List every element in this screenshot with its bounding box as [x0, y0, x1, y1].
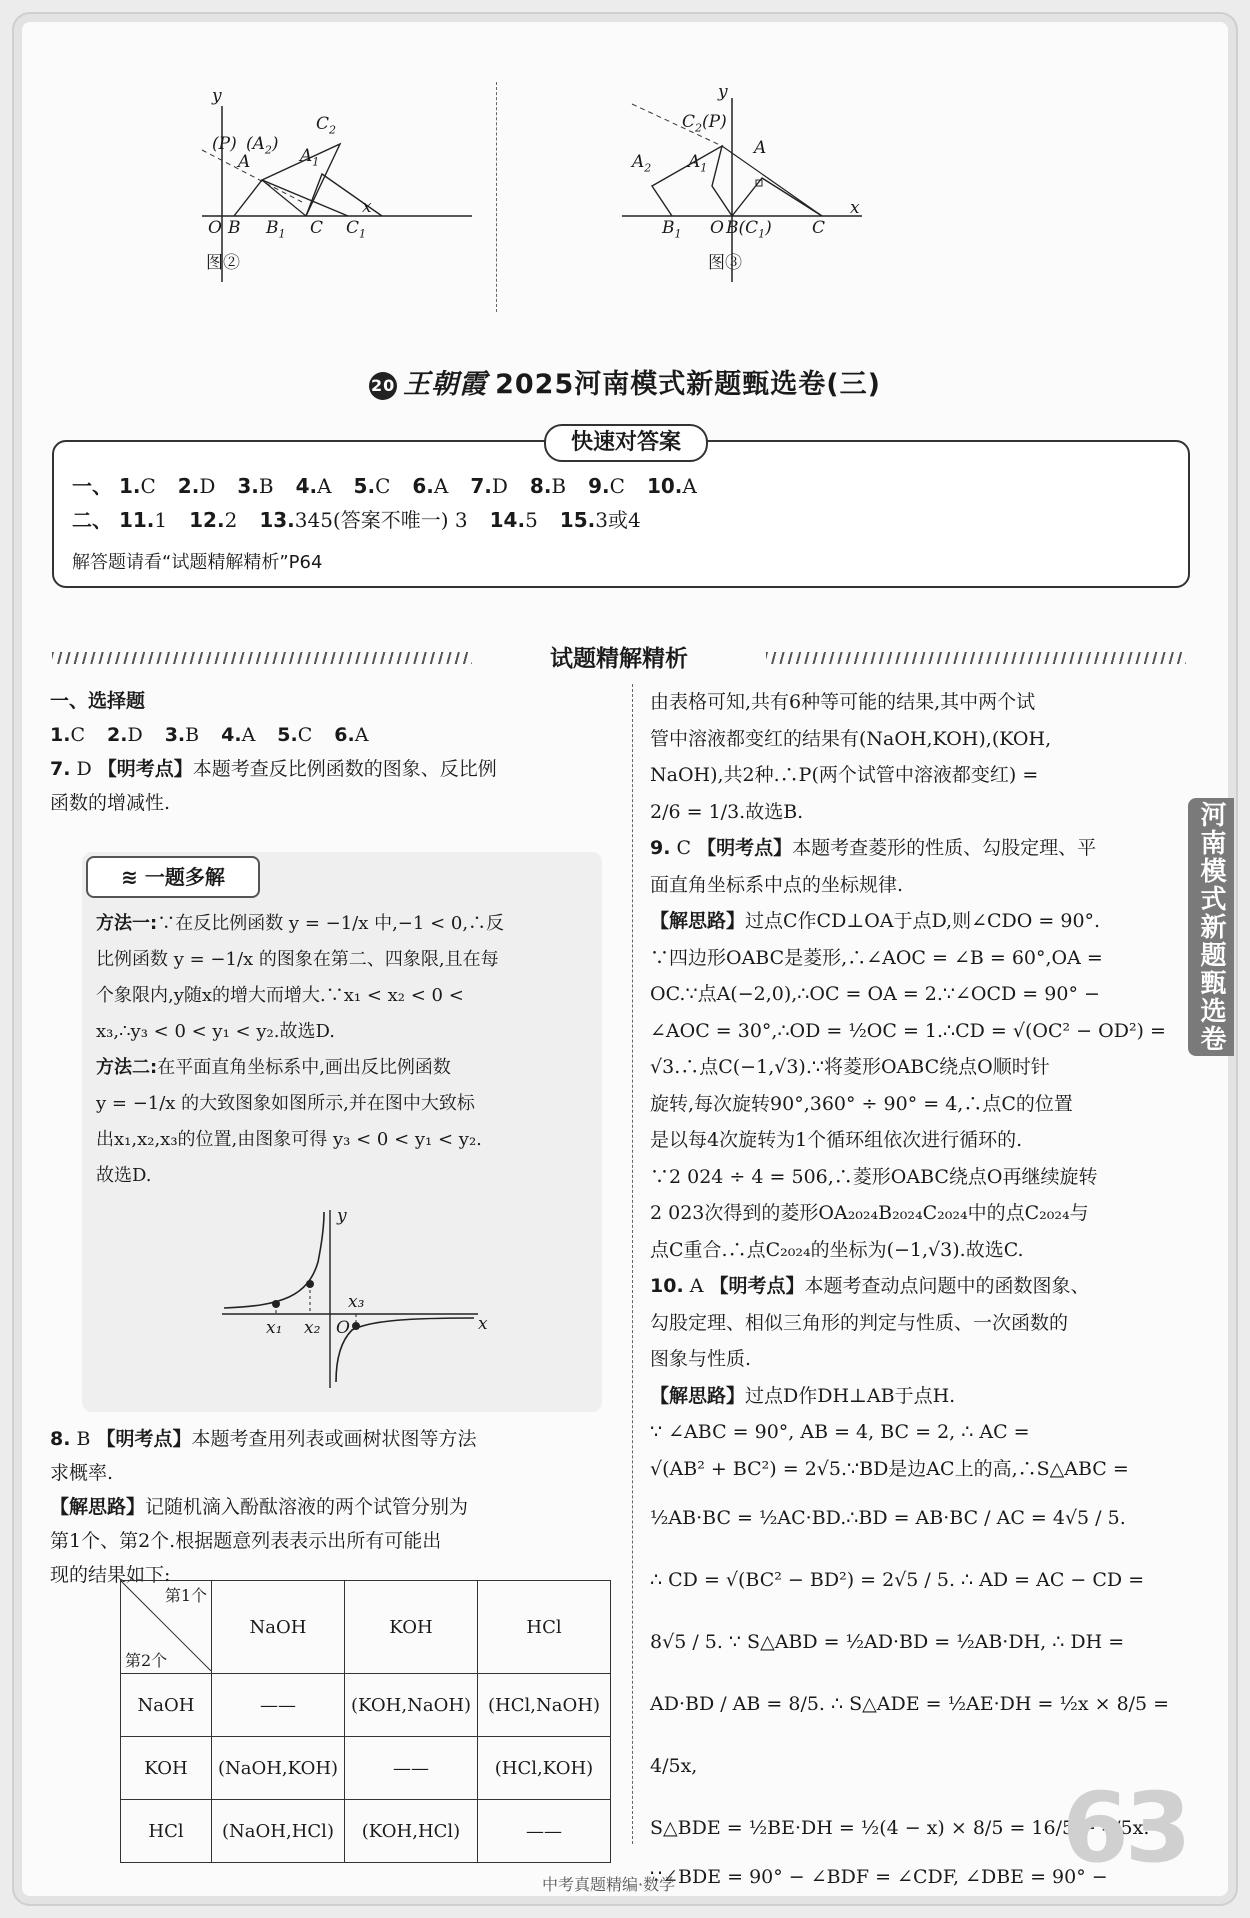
q9-t2: 面直角坐标系中点的坐标规律. — [650, 873, 904, 896]
q10-s2: ∵ ∠ABC = 90°, AB = 4, BC = 2, ∴ AC = — [650, 1421, 1030, 1443]
answer-item-4: 14.5 — [489, 508, 538, 532]
method1-l2: 比例函数 y = −1/x 的图象在第二、四象限,且在每 — [96, 949, 499, 970]
fig3-a: A — [754, 138, 767, 158]
method1-l1: 方法一:∵在反比例函数 y = −1/x 中,−1 < 0,∴反 — [96, 913, 505, 934]
answer-item-1: 11.1 — [118, 508, 168, 532]
fig2-x: x — [362, 197, 372, 217]
fig3-a2: $A_2$ — [632, 152, 652, 175]
fig2-p: (P) — [212, 134, 237, 154]
paper-title — [22, 362, 1228, 401]
q8-s1: 【解思路】记随机滴入酚酞溶液的两个试管分别为 — [50, 1496, 469, 1518]
q10-t3: 图象与性质. — [650, 1348, 752, 1370]
q10-s3: √(AB² + BC²) = 2√5.∵BD是边AC上的高,∴S△ABC = — [650, 1457, 1129, 1480]
fig2-a2: $(A_2)$ — [246, 134, 279, 157]
q8-block — [50, 1422, 622, 1592]
method2-l2: y = −1/x 的大致图象如图所示,并在图中大致标 — [96, 1093, 475, 1114]
method2-l1: 方法二:在平面直角坐标系中,画出反比例函数 — [96, 1057, 451, 1078]
fig2-b: B — [228, 218, 241, 238]
answer-item-2: 12.2 — [189, 508, 238, 532]
quick-item-2: 2.D — [107, 724, 143, 746]
answer-item-10: 10.A — [646, 474, 697, 498]
quick-answer-heading: 快速对答案 — [544, 424, 708, 462]
q9-s7: 是以每4次旋转为1个循环组依次进行循环的. — [650, 1129, 1023, 1151]
graph-x2: x₂ — [304, 1318, 321, 1338]
title-text: 2025河南模式新题甄选卷(三) — [495, 369, 881, 400]
table-row: HCl (NaOH,HCl) (KOH,HCl) —— — [121, 1800, 611, 1863]
fig2-y: y — [212, 86, 222, 106]
answer-item-3: 3.B — [237, 474, 274, 498]
multi-solution-heading: ≋ 一题多解 — [86, 856, 260, 898]
q10-t2: 勾股定理、相似三角形的判定与性质、一次函数的 — [650, 1311, 1069, 1334]
answer-item-5: 15.3或4 — [559, 508, 641, 532]
col-header: KOH — [345, 1581, 478, 1674]
quick-answer-box — [52, 430, 1190, 588]
q10-s8: S△BDE = ½BE·DH = ½(4 − x) × 8/5 = 16/5 − 4/5x. — [650, 1817, 1150, 1839]
q9-s1: 【解思路】过点C作CD⊥OA于点D,则∠CDO = 90°. — [650, 910, 1101, 932]
r3: NaOH),共2种.∴P(两个试管中溶液都变红) = — [650, 764, 1039, 786]
fig2-b1: $B_1$ — [266, 218, 286, 241]
q8: 8. B 【明考点】本题考查用列表或画树状图等方法 — [50, 1428, 477, 1450]
q9-s8: ∵2 024 ÷ 4 = 506,∴菱形OABC绕点O再继续旋转 — [650, 1165, 1098, 1188]
section-choice: 一、选择题 — [50, 690, 146, 712]
fig3-rhombus — [732, 178, 822, 216]
fig2-o: O — [208, 218, 222, 238]
q8-s3: 现的结果如下: — [50, 1564, 171, 1586]
method2-l3: 出x₁,x₂,x₃的位置,由图象可得 y₃ < 0 < y₁ < y₂. — [96, 1129, 482, 1150]
fig2-c2: $C_2$ — [316, 114, 337, 137]
fig3-c2p: $C_2(P)$ — [682, 112, 727, 135]
col-header: HCl — [478, 1581, 611, 1674]
fig3-y: y — [718, 82, 728, 102]
fig3-x: x — [850, 198, 860, 218]
answer-row-2: 二、 11.1 12.2 13.345(答案不唯一) 3 14.5 15.3或4 — [72, 504, 663, 533]
result-table — [120, 1580, 611, 1863]
table-row: NaOH —— (KOH,NaOH) (HCl,NaOH) — [121, 1674, 611, 1737]
brand-name: 王朝霞 — [403, 369, 488, 400]
page — [22, 22, 1228, 1896]
q10-s1: 【解思路】过点D作DH⊥AB于点H. — [650, 1384, 956, 1407]
method1-l4: x₃,∴y₃ < 0 < y₁ < y₂.故选D. — [96, 1021, 335, 1042]
graph-y: y — [337, 1206, 347, 1226]
q9-s2: ∵四边形OABC是菱形,∴∠AOC = ∠B = 60°,OA = — [650, 946, 1103, 969]
answer-item-3: 13.345(答案不唯一) 3 — [259, 508, 468, 532]
r2: 管中溶液都变红的结果有(NaOH,KOH),(KOH, — [650, 727, 1052, 750]
fig3-bc1: $B(C_1)$ — [726, 218, 772, 241]
q10-s9: ∵∠BDE = 90° − ∠BDF = ∠CDF, ∠DBE = 90° − — [650, 1866, 1108, 1888]
fig2-dashed-line — [202, 150, 302, 202]
fig2-a: A — [238, 152, 251, 172]
q8-cont: 求概率. — [50, 1462, 114, 1484]
quick-item-4: 4.A — [221, 724, 256, 746]
r4: 2/6 = 1/3.故选B. — [650, 800, 804, 823]
answer-item-2: 2.D — [177, 474, 216, 498]
multi-solution-box — [82, 852, 602, 1412]
q10-s6: 8√5 / 5. ∵ S△ABD = ½AD·BD = ½AB·DH, ∴ DH = — [650, 1631, 1125, 1653]
answer-row-1: 一、 1.C 2.D 3.B 4.A 5.C 6.A 7.D 8.B 9.C 10.A — [72, 470, 719, 499]
quick-answers-left — [50, 718, 622, 752]
fig2-c1: $C_1$ — [346, 218, 367, 241]
col-header: NaOH — [212, 1581, 345, 1674]
answer-item-6: 6.A — [412, 474, 449, 498]
fig3-o: O — [710, 218, 724, 238]
method1-l3: 个象限内,y随x的增大而增大.∵x₁ < x₂ < 0 < — [96, 985, 464, 1006]
footer-text: 中考真题精编·数学 — [542, 1875, 676, 1894]
section-heading: 试题精解精析 — [52, 640, 1186, 674]
q9-s10: 点C重合.∴点C₂₀₂₄的坐标为(−1,√3).故选C. — [650, 1238, 1024, 1261]
column-divider — [632, 684, 633, 1844]
quick-item-6: 6.A — [334, 724, 369, 746]
right-column — [650, 684, 1198, 1896]
graph-x3: x₃ — [348, 1292, 365, 1312]
q10: 10. A 【明考点】本题考查动点问题中的函数图象、 — [650, 1275, 1090, 1297]
hyperbola-branch-2 — [224, 1212, 324, 1308]
graph-o: O — [336, 1318, 350, 1338]
answer-note: 解答题请看“试题精解精析”P64 — [72, 552, 323, 573]
logo-icon: 20 — [369, 372, 397, 400]
q9-s6: 旋转,每次旋转90°,360° ÷ 90° = 4,∴点C的位置 — [650, 1092, 1073, 1115]
r1: 由表格可知,共有6种等可能的结果,其中两个试 — [650, 691, 1036, 713]
fig3-caption: 图③ — [708, 253, 742, 273]
fig2-caption: 图② — [206, 253, 240, 273]
fig2-a1: $A_1$ — [300, 146, 320, 169]
q9-s9: 2 023次得到的菱形OA₂₀₂₄B₂₀₂₄C₂₀₂₄中的点C₂₀₂₄与 — [650, 1202, 1089, 1224]
table-row: KOH (NaOH,KOH) —— (HCl,KOH) — [121, 1737, 611, 1800]
graph-x: x — [478, 1314, 488, 1334]
q10-s5: ∴ CD = √(BC² − BD²) = 2√5 / 5. ∴ AD = AC − CD = — [650, 1569, 1145, 1591]
q10-s4: ½AB·BC = ½AC·BD.∴BD = AB·BC / AC = 4√5 / 5. — [650, 1507, 1126, 1529]
q7: 7. D 【明考点】本题考查反比例函数的图象、反比例 — [50, 758, 497, 780]
q9: 9. C 【明考点】本题考查菱形的性质、勾股定理、平 — [650, 837, 1097, 859]
page-number: 63 — [1062, 1772, 1188, 1884]
figure-divider — [496, 82, 497, 312]
q9-s4: ∠AOC = 30°,∴OD = ½OC = 1.∴CD = √(OC² − OD²) = — [650, 1019, 1166, 1042]
answer-item-4: 4.A — [295, 474, 332, 498]
table-corner: 第1个 第2个 — [121, 1581, 212, 1674]
q8-s2: 第1个、第2个.根据题意列表表示出所有可能出 — [50, 1530, 442, 1552]
answer-item-9: 9.C — [588, 474, 625, 498]
fig3-a1: $A_1$ — [688, 152, 708, 175]
answer-item-5: 5.C — [353, 474, 391, 498]
method2-l4: 故选D. — [96, 1165, 152, 1186]
figure-3 — [612, 82, 882, 292]
q9-s5: √3.∴点C(−1,√3).∵将菱形OABC绕点O顺时针 — [650, 1056, 1050, 1078]
answer-item-8: 8.B — [529, 474, 567, 498]
q9-s3: OC.∵点A(−2,0),∴OC = OA = 2.∵∠OCD = 90° − — [650, 983, 1100, 1005]
side-tab: 河南模式新题甄选卷 — [1188, 798, 1234, 1056]
fig3-c: C — [812, 218, 826, 238]
fig2-c: C — [310, 218, 324, 238]
quick-item-1: 1.C — [50, 724, 85, 746]
answer-item-7: 7.D — [470, 474, 508, 498]
q10-s7: AD·BD / AB = 8/5. ∴ S△ADE = ½AE·DH = ½x × 8/5 = 4/5x, — [650, 1693, 1170, 1777]
q7-cont: 函数的增减性. — [50, 792, 171, 814]
fig3-b1: $B_1$ — [662, 218, 682, 241]
answer-item-1: 1.C — [118, 474, 156, 498]
quick-item-5: 5.C — [277, 724, 313, 746]
quick-item-3: 3.B — [164, 724, 200, 746]
fig2-triangle — [234, 180, 348, 216]
left-column — [50, 684, 622, 820]
graph-x1: x₁ — [266, 1318, 283, 1338]
